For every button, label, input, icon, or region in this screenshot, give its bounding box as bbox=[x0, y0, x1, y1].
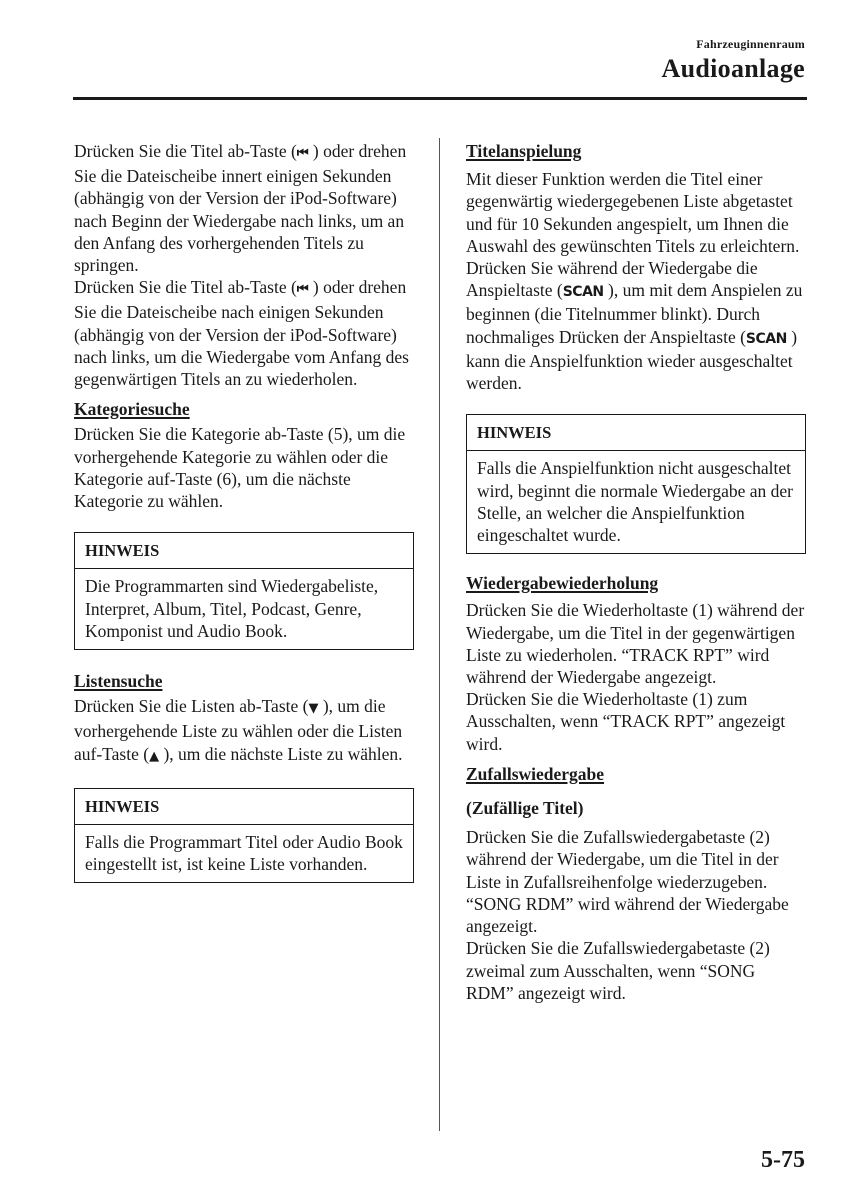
text-span: ) oder drehen Sie die Dateischeibe nach einigen Sekunden (abhängig von der Version der iPod-Software) nach links, um die Wiedergabe vom Anfang des gegenwärtigen Titels an zu wiederholen. bbox=[74, 277, 409, 390]
scan-button-icon: SCAN bbox=[745, 330, 787, 347]
paragraph-wiederholung-on: Drücken Sie die Wiederholtaste (1) während der Wiedergabe, um die Titel in der gegenwärtigen Liste zu wiederholen. “TRACK RPT” wird während der Wiedergabe angezeigt. bbox=[466, 600, 805, 688]
page-title: Audioanlage bbox=[661, 54, 805, 83]
left-column bbox=[74, 140, 418, 883]
track-back-icon: ⏮ bbox=[296, 282, 309, 298]
paragraph-zufall-on: Drücken Sie die Zufallswiedergabetaste (2) während der Wiedergabe, um die Titel in der Liste in Zufallsreihenfolge wiederzugeben. “SONG RDM” wird während der Wiedergabe angezeigt. bbox=[466, 827, 789, 937]
paragraph-wiederholung-off: Drücken Sie die Wiederholtaste (1) zum Ausschalten, wenn “TRACK RPT” angezeigt wird. bbox=[466, 689, 786, 754]
arrow-down-icon: ▼ bbox=[308, 701, 319, 717]
paragraph-kategoriesuche: Drücken Sie die Kategorie ab-Taste (5), um die vorhergehende Kategorie zu wählen oder die Kategorie auf-Taste (6), um die nächste Kategorie zu wählen. bbox=[74, 424, 406, 512]
text-span: ), um mit dem Anspielen zu beginnen (die Titelnummer blinkt). Durch nochmaliges Drücken der Anspieltaste ( bbox=[466, 280, 803, 347]
header-divider bbox=[73, 97, 807, 100]
paragraph-zufall-off: Drücken Sie die Zufallswiedergabetaste (2) zweimal zum Ausschalten, wenn “SONG RDM” angezeigt wird. bbox=[466, 938, 770, 1003]
text-span: ) kann die Anspielfunktion wieder ausgeschaltet werden. bbox=[466, 326, 798, 394]
note-box bbox=[466, 414, 806, 554]
paragraph-titelanspielung-intro: Mit dieser Funktion werden die Titel einer gegenwärtig wiedergegebenen Liste abgetastet und für 10 Sekunden angespielt, um Ihnen die Auswahl des gewünschten Titels zu erleichtern. bbox=[466, 169, 800, 256]
arrow-up-icon: ▲ bbox=[149, 748, 160, 764]
note-box bbox=[74, 532, 414, 650]
heading-kategoriesuche: Kategoriesuche bbox=[74, 399, 190, 420]
note-body: Falls die Anspielfunktion nicht ausgeschaltet wird, beginnt die normale Wiedergabe an der Stelle, an welcher die Anspielfunktion eingeschaltet wurde. bbox=[477, 458, 793, 546]
paragraph-listensuche bbox=[74, 695, 418, 768]
note-box bbox=[74, 788, 414, 884]
scan-button-icon: SCAN bbox=[562, 284, 604, 301]
column-divider bbox=[439, 138, 440, 1131]
note-body: Falls die Programmart Titel oder Audio Book eingestellt ist, ist keine Liste vorhanden. bbox=[85, 832, 403, 875]
note-body: Die Programmarten sind Wiedergabeliste, Interpret, Album, Titel, Podcast, Genre, Komponist und Audio Book. bbox=[85, 576, 379, 641]
page-number: 5-75 bbox=[761, 1147, 805, 1173]
paragraph-titelanspielung-usage bbox=[466, 257, 806, 394]
heading-listensuche: Listensuche bbox=[74, 671, 163, 692]
heading-titelanspielung: Titelanspielung bbox=[466, 141, 582, 161]
section-label: Fahrzeuginnenraum bbox=[696, 37, 805, 51]
text-span: Drücken Sie die Titel ab-Taste ( bbox=[74, 141, 297, 161]
text-span: ), um die vorhergehende Liste zu wählen oder die Listen auf-Taste ( bbox=[74, 696, 403, 764]
note-title: HINWEIS bbox=[75, 789, 413, 825]
paragraph-prev-track bbox=[74, 140, 418, 276]
note-title: HINWEIS bbox=[467, 415, 805, 451]
heading-zufallswiedergabe: Zufallswiedergabe bbox=[466, 763, 605, 784]
note-title: HINWEIS bbox=[75, 533, 413, 569]
text-span: Drücken Sie die Titel ab-Taste ( bbox=[74, 277, 297, 298]
text-span: Drücken Sie während der Wiedergabe die Anspieltaste ( bbox=[466, 258, 758, 301]
text-span: Drücken Sie die Listen ab-Taste ( bbox=[74, 696, 309, 717]
right-column bbox=[466, 140, 806, 1004]
paragraph-restart-track bbox=[74, 276, 418, 390]
heading-wiedergabewiederholung: Wiedergabewiederholung bbox=[466, 573, 659, 594]
text-span: ) oder drehen Sie die Dateischeibe innert einigen Sekunden (abhängig von der Version der iPod-Software) nach Beginn der Wiedergabe nach links, um an den Anfang des vorhergehenden Titels zu springen. bbox=[74, 141, 407, 276]
subheading-zufaellige-titel: (Zufällige Titel) bbox=[466, 798, 584, 819]
track-back-icon: ⏮ bbox=[296, 146, 309, 161]
text-span: ), um die nächste Liste zu wählen. bbox=[159, 743, 403, 764]
